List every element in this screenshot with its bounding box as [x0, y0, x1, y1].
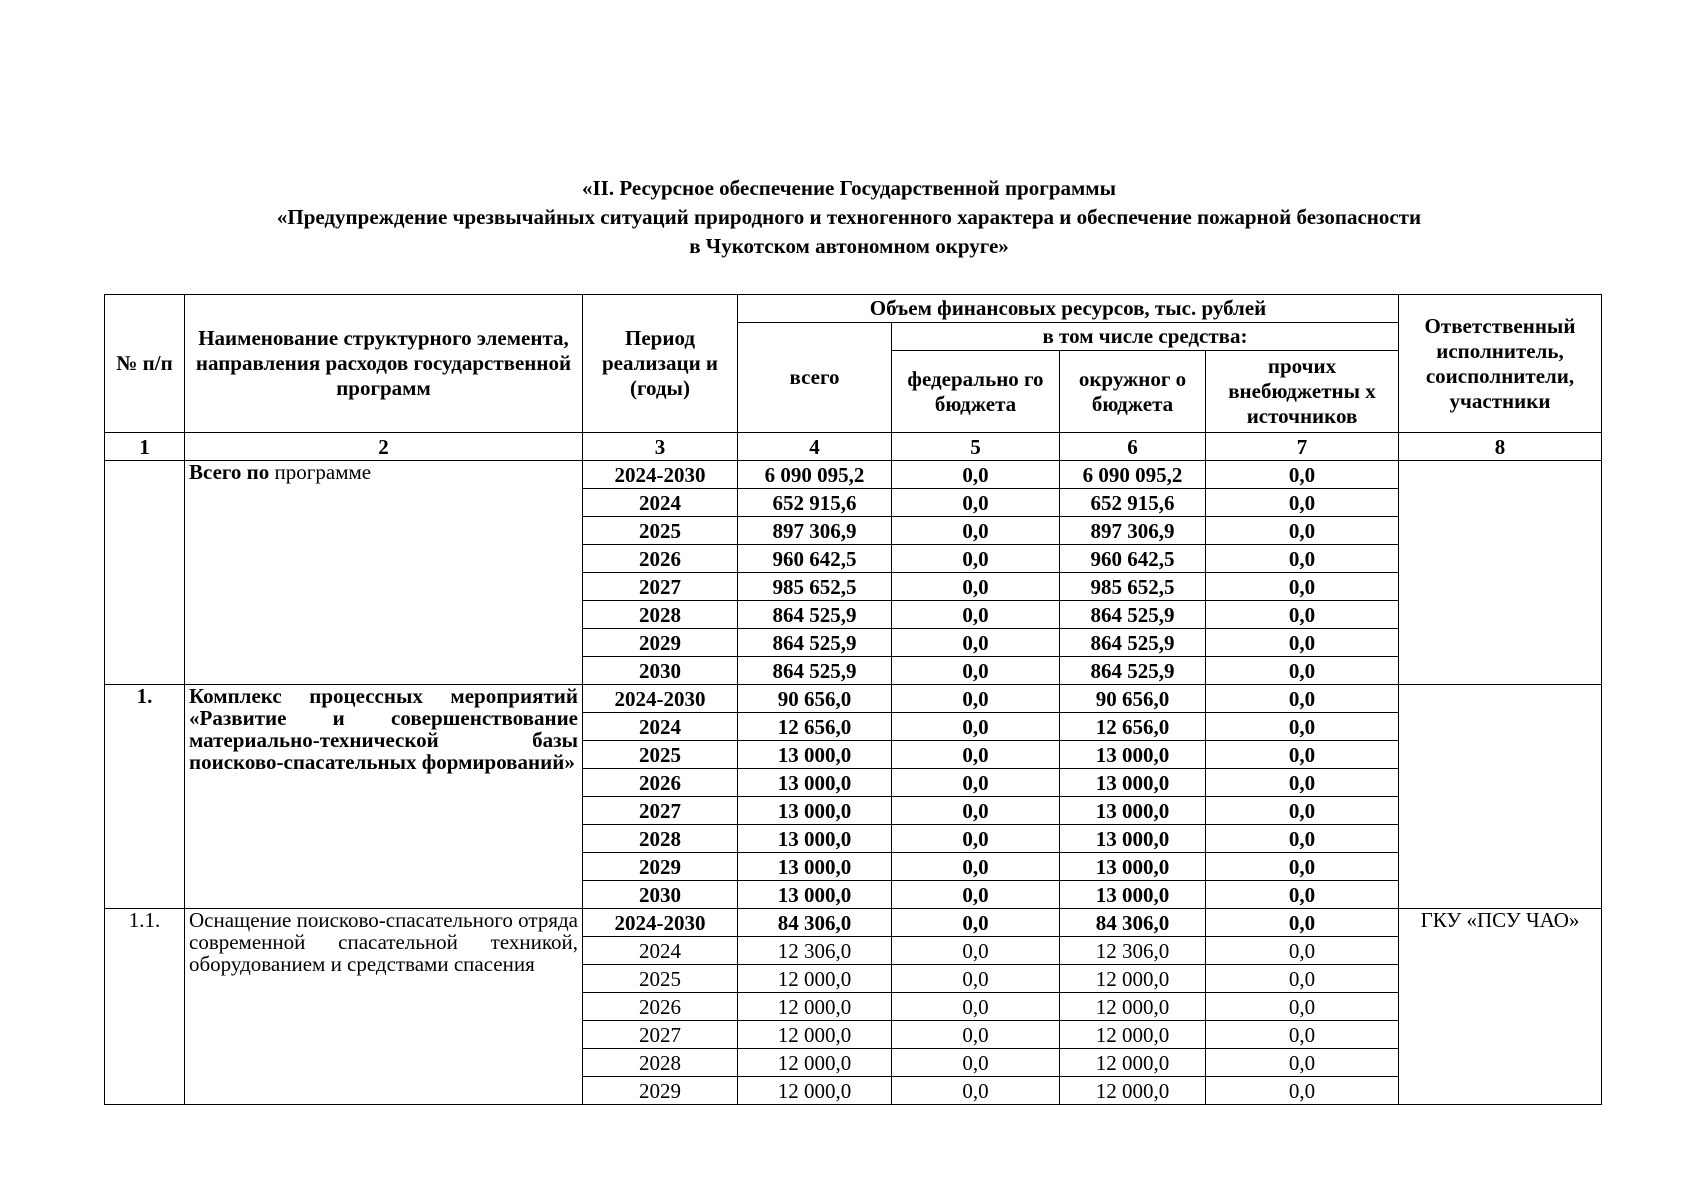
other-cell: 0,0 [1206, 601, 1399, 629]
federal-cell: 0,0 [892, 1077, 1060, 1105]
total-cell: 13 000,0 [738, 769, 892, 797]
total-cell: 90 656,0 [738, 685, 892, 713]
total-cell: 12 000,0 [738, 965, 892, 993]
column-number: 8 [1399, 433, 1602, 461]
structural-element-name [185, 909, 583, 1105]
row-number [105, 461, 185, 685]
executor-cell [1399, 461, 1602, 685]
total-cell: 13 000,0 [738, 797, 892, 825]
title-line-3: в Чукотском автономном округе» [689, 234, 1009, 258]
table-body [105, 461, 1602, 1105]
header-including: в том числе средства: [892, 323, 1399, 351]
federal-cell: 0,0 [892, 685, 1060, 713]
structural-element-name [185, 461, 583, 685]
district-cell: 864 525,9 [1060, 601, 1206, 629]
period-cell: 2025 [583, 517, 738, 545]
district-cell: 6 090 095,2 [1060, 461, 1206, 489]
period-cell: 2028 [583, 825, 738, 853]
period-cell: 2029 [583, 1077, 738, 1105]
other-cell: 0,0 [1206, 517, 1399, 545]
column-number: 6 [1060, 433, 1206, 461]
district-cell: 652 915,6 [1060, 489, 1206, 517]
district-cell: 12 000,0 [1060, 993, 1206, 1021]
name-regular-part: программе [269, 460, 372, 484]
column-number: 2 [185, 433, 583, 461]
name-regular-part: Оснащение поисково-спасательного отряда современной спасательной техникой, оборудованием и средствами спасения [189, 908, 578, 976]
column-number: 7 [1206, 433, 1399, 461]
header-period: Период реализаци и (годы) [583, 295, 738, 433]
federal-cell: 0,0 [892, 797, 1060, 825]
header-num: № п/п [105, 295, 185, 433]
federal-cell: 0,0 [892, 769, 1060, 797]
table-row [105, 685, 1602, 713]
district-cell: 13 000,0 [1060, 853, 1206, 881]
row-number: 1. [105, 685, 185, 909]
structural-element-name [185, 685, 583, 909]
other-cell: 0,0 [1206, 937, 1399, 965]
other-cell: 0,0 [1206, 657, 1399, 685]
total-cell: 12 656,0 [738, 713, 892, 741]
total-cell: 6 090 095,2 [738, 461, 892, 489]
federal-cell: 0,0 [892, 881, 1060, 909]
table-header [105, 295, 1602, 461]
total-cell: 13 000,0 [738, 825, 892, 853]
other-cell: 0,0 [1206, 1049, 1399, 1077]
total-cell: 12 000,0 [738, 1077, 892, 1105]
period-cell: 2028 [583, 601, 738, 629]
other-cell: 0,0 [1206, 629, 1399, 657]
district-cell: 985 652,5 [1060, 573, 1206, 601]
district-cell: 12 306,0 [1060, 937, 1206, 965]
district-cell: 13 000,0 [1060, 825, 1206, 853]
federal-cell: 0,0 [892, 629, 1060, 657]
title-line-2: «Предупреждение чрезвычайных ситуаций природного и техногенного характера и обеспечение пожарной безопасности [276, 205, 1422, 229]
other-cell: 0,0 [1206, 461, 1399, 489]
period-cell: 2024 [583, 489, 738, 517]
federal-cell: 0,0 [892, 993, 1060, 1021]
total-cell: 864 525,9 [738, 601, 892, 629]
resource-table [104, 294, 1602, 1105]
district-cell: 12 000,0 [1060, 1021, 1206, 1049]
title-line-1: «II. Ресурсное обеспечение Государственной программы [581, 176, 1117, 200]
period-cell: 2029 [583, 629, 738, 657]
other-cell: 0,0 [1206, 797, 1399, 825]
column-numbers-row [105, 433, 1602, 461]
district-cell: 12 000,0 [1060, 1049, 1206, 1077]
period-cell: 2024-2030 [583, 685, 738, 713]
other-cell: 0,0 [1206, 545, 1399, 573]
federal-cell: 0,0 [892, 657, 1060, 685]
district-cell: 12 000,0 [1060, 965, 1206, 993]
header-volume: Объем финансовых ресурсов, тыс. рублей [738, 295, 1399, 323]
district-cell: 12 000,0 [1060, 1077, 1206, 1105]
period-cell: 2027 [583, 1021, 738, 1049]
district-cell: 864 525,9 [1060, 657, 1206, 685]
total-cell: 960 642,5 [738, 545, 892, 573]
total-cell: 84 306,0 [738, 909, 892, 937]
column-number: 5 [892, 433, 1060, 461]
other-cell: 0,0 [1206, 993, 1399, 1021]
name-bold-part: Комплекс процессных мероприятий «Развитие и совершенствование материально-технической базы поисково-спасательных формирований» [189, 684, 578, 774]
federal-cell: 0,0 [892, 965, 1060, 993]
total-cell: 13 000,0 [738, 741, 892, 769]
other-cell: 0,0 [1206, 1077, 1399, 1105]
other-cell: 0,0 [1206, 713, 1399, 741]
other-cell: 0,0 [1206, 685, 1399, 713]
other-cell: 0,0 [1206, 741, 1399, 769]
period-cell: 2028 [583, 1049, 738, 1077]
total-cell: 12 306,0 [738, 937, 892, 965]
district-cell: 13 000,0 [1060, 797, 1206, 825]
executor-cell [1399, 685, 1602, 909]
district-cell: 960 642,5 [1060, 545, 1206, 573]
total-cell: 12 000,0 [738, 993, 892, 1021]
federal-cell: 0,0 [892, 825, 1060, 853]
other-cell: 0,0 [1206, 825, 1399, 853]
column-number: 1 [105, 433, 185, 461]
federal-cell: 0,0 [892, 573, 1060, 601]
header-executor: Ответственный исполнитель, соисполнители, участники [1399, 295, 1602, 433]
header-other: прочих внебюджетны х источников [1206, 351, 1399, 433]
period-cell: 2030 [583, 881, 738, 909]
column-number: 3 [583, 433, 738, 461]
executor-cell: ГКУ «ПСУ ЧАО» [1399, 909, 1602, 1105]
federal-cell: 0,0 [892, 1021, 1060, 1049]
federal-cell: 0,0 [892, 601, 1060, 629]
period-cell: 2026 [583, 993, 738, 1021]
total-cell: 12 000,0 [738, 1021, 892, 1049]
header-federal: федерально го бюджета [892, 351, 1060, 433]
period-cell: 2027 [583, 797, 738, 825]
federal-cell: 0,0 [892, 545, 1060, 573]
other-cell: 0,0 [1206, 853, 1399, 881]
total-cell: 864 525,9 [738, 657, 892, 685]
period-cell: 2025 [583, 741, 738, 769]
other-cell: 0,0 [1206, 573, 1399, 601]
federal-cell: 0,0 [892, 517, 1060, 545]
other-cell: 0,0 [1206, 1021, 1399, 1049]
total-cell: 13 000,0 [738, 853, 892, 881]
federal-cell: 0,0 [892, 489, 1060, 517]
district-cell: 897 306,9 [1060, 517, 1206, 545]
total-cell: 864 525,9 [738, 629, 892, 657]
district-cell: 90 656,0 [1060, 685, 1206, 713]
table-row [105, 461, 1602, 489]
total-cell: 652 915,6 [738, 489, 892, 517]
header-name: Наименование структурного элемента, направления расходов государственной программ [185, 295, 583, 433]
total-cell: 897 306,9 [738, 517, 892, 545]
federal-cell: 0,0 [892, 853, 1060, 881]
name-bold-part: Всего по [189, 460, 270, 484]
district-cell: 13 000,0 [1060, 881, 1206, 909]
district-cell: 13 000,0 [1060, 769, 1206, 797]
row-number: 1.1. [105, 909, 185, 1105]
other-cell: 0,0 [1206, 489, 1399, 517]
document-title [0, 174, 1698, 261]
federal-cell: 0,0 [892, 909, 1060, 937]
period-cell: 2024-2030 [583, 909, 738, 937]
period-cell: 2030 [583, 657, 738, 685]
period-cell: 2026 [583, 545, 738, 573]
total-cell: 985 652,5 [738, 573, 892, 601]
other-cell: 0,0 [1206, 769, 1399, 797]
district-cell: 13 000,0 [1060, 741, 1206, 769]
period-cell: 2029 [583, 853, 738, 881]
total-cell: 13 000,0 [738, 881, 892, 909]
federal-cell: 0,0 [892, 713, 1060, 741]
period-cell: 2024 [583, 713, 738, 741]
federal-cell: 0,0 [892, 1049, 1060, 1077]
header-district: окружног о бюджета [1060, 351, 1206, 433]
column-number: 4 [738, 433, 892, 461]
district-cell: 84 306,0 [1060, 909, 1206, 937]
header-total: всего [738, 323, 892, 433]
federal-cell: 0,0 [892, 937, 1060, 965]
period-cell: 2024-2030 [583, 461, 738, 489]
other-cell: 0,0 [1206, 909, 1399, 937]
total-cell: 12 000,0 [738, 1049, 892, 1077]
period-cell: 2025 [583, 965, 738, 993]
other-cell: 0,0 [1206, 965, 1399, 993]
federal-cell: 0,0 [892, 461, 1060, 489]
period-cell: 2026 [583, 769, 738, 797]
other-cell: 0,0 [1206, 881, 1399, 909]
district-cell: 864 525,9 [1060, 629, 1206, 657]
table-row [105, 909, 1602, 937]
federal-cell: 0,0 [892, 741, 1060, 769]
period-cell: 2024 [583, 937, 738, 965]
district-cell: 12 656,0 [1060, 713, 1206, 741]
period-cell: 2027 [583, 573, 738, 601]
